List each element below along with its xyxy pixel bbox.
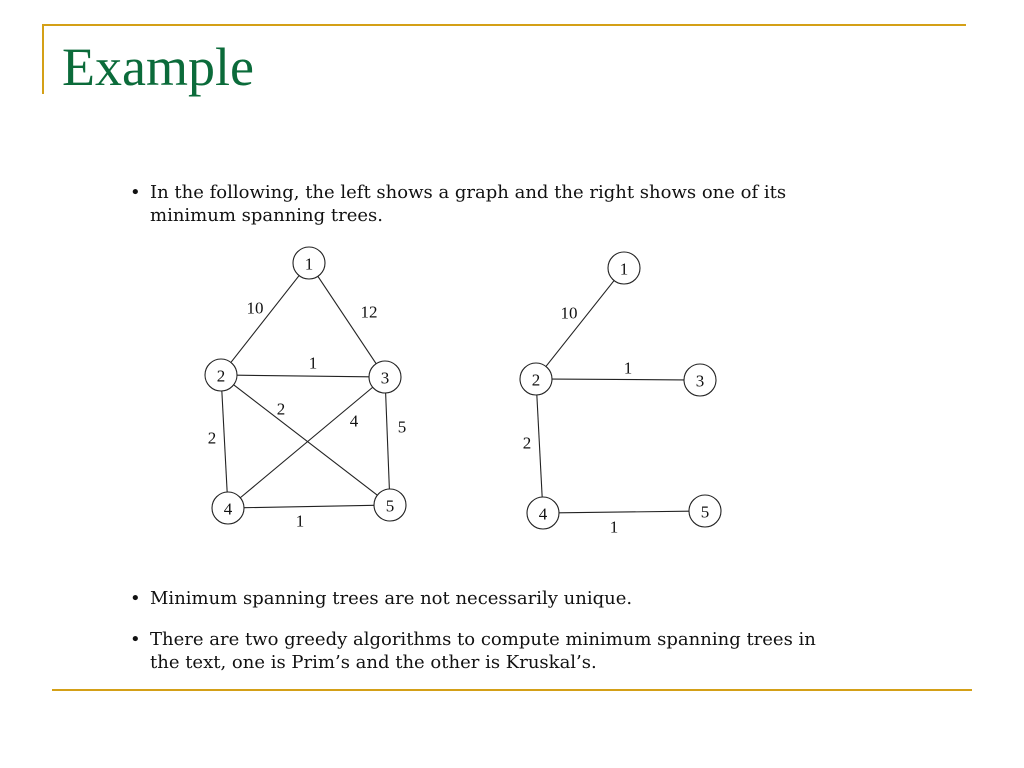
edge-weight-1-2: 10 xyxy=(560,303,578,323)
node-label-1: 1 xyxy=(619,259,629,279)
node-label-5: 5 xyxy=(700,502,710,522)
edge-weight-3-4: 4 xyxy=(349,411,359,431)
bullet-marker: • xyxy=(130,588,141,609)
node-label-3: 3 xyxy=(695,371,705,391)
edge-2-3 xyxy=(552,379,684,380)
bullet-text: Minimum spanning trees are not necessarily unique. xyxy=(150,588,633,609)
edge-3-4 xyxy=(240,387,372,497)
mst-right xyxy=(520,252,721,537)
slide-title: Example xyxy=(62,37,254,97)
node-label-2: 2 xyxy=(531,370,541,390)
node-label-3: 3 xyxy=(380,368,390,388)
edge-weight-2-5: 2 xyxy=(276,399,286,419)
edge-2-4 xyxy=(537,395,542,497)
edge-weight-1-2: 10 xyxy=(246,298,264,318)
edge-1-2 xyxy=(231,276,299,363)
node-label-4: 4 xyxy=(223,499,233,519)
edge-weight-2-4: 2 xyxy=(207,428,217,448)
edge-2-4 xyxy=(222,391,227,492)
node-label-4: 4 xyxy=(538,504,548,524)
edge-4-5 xyxy=(559,511,689,513)
edge-weight-1-3: 12 xyxy=(360,302,378,322)
edge-1-2 xyxy=(546,281,614,367)
edge-weight-4-5: 1 xyxy=(295,511,305,531)
edge-weight-4-5: 1 xyxy=(609,517,619,537)
edge-2-3 xyxy=(237,375,369,377)
edge-weight-2-3: 1 xyxy=(623,358,633,378)
edge-weight-2-3: 1 xyxy=(308,353,318,373)
edge-4-5 xyxy=(244,505,374,507)
node-label-1: 1 xyxy=(304,254,314,274)
bullet-text: There are two greedy algorithms to compute minimum spanning trees in the text, one is Prim’s and the other is Kruskal’s. xyxy=(150,629,816,673)
edge-weight-3-5: 5 xyxy=(397,417,407,437)
edge-weight-2-4: 2 xyxy=(522,433,532,453)
bullet-item xyxy=(130,587,850,610)
bullet-marker: • xyxy=(130,629,141,650)
bullet-marker: • xyxy=(130,182,141,203)
node-label-5: 5 xyxy=(385,496,395,516)
graph-left xyxy=(205,247,406,531)
bullet-text: In the following, the left shows a graph and the right shows one of its minimum spanning trees. xyxy=(150,182,787,226)
node-label-2: 2 xyxy=(216,366,226,386)
bullet-item xyxy=(130,628,850,674)
bottom-rule xyxy=(52,689,972,691)
edge-3-5 xyxy=(386,393,390,489)
